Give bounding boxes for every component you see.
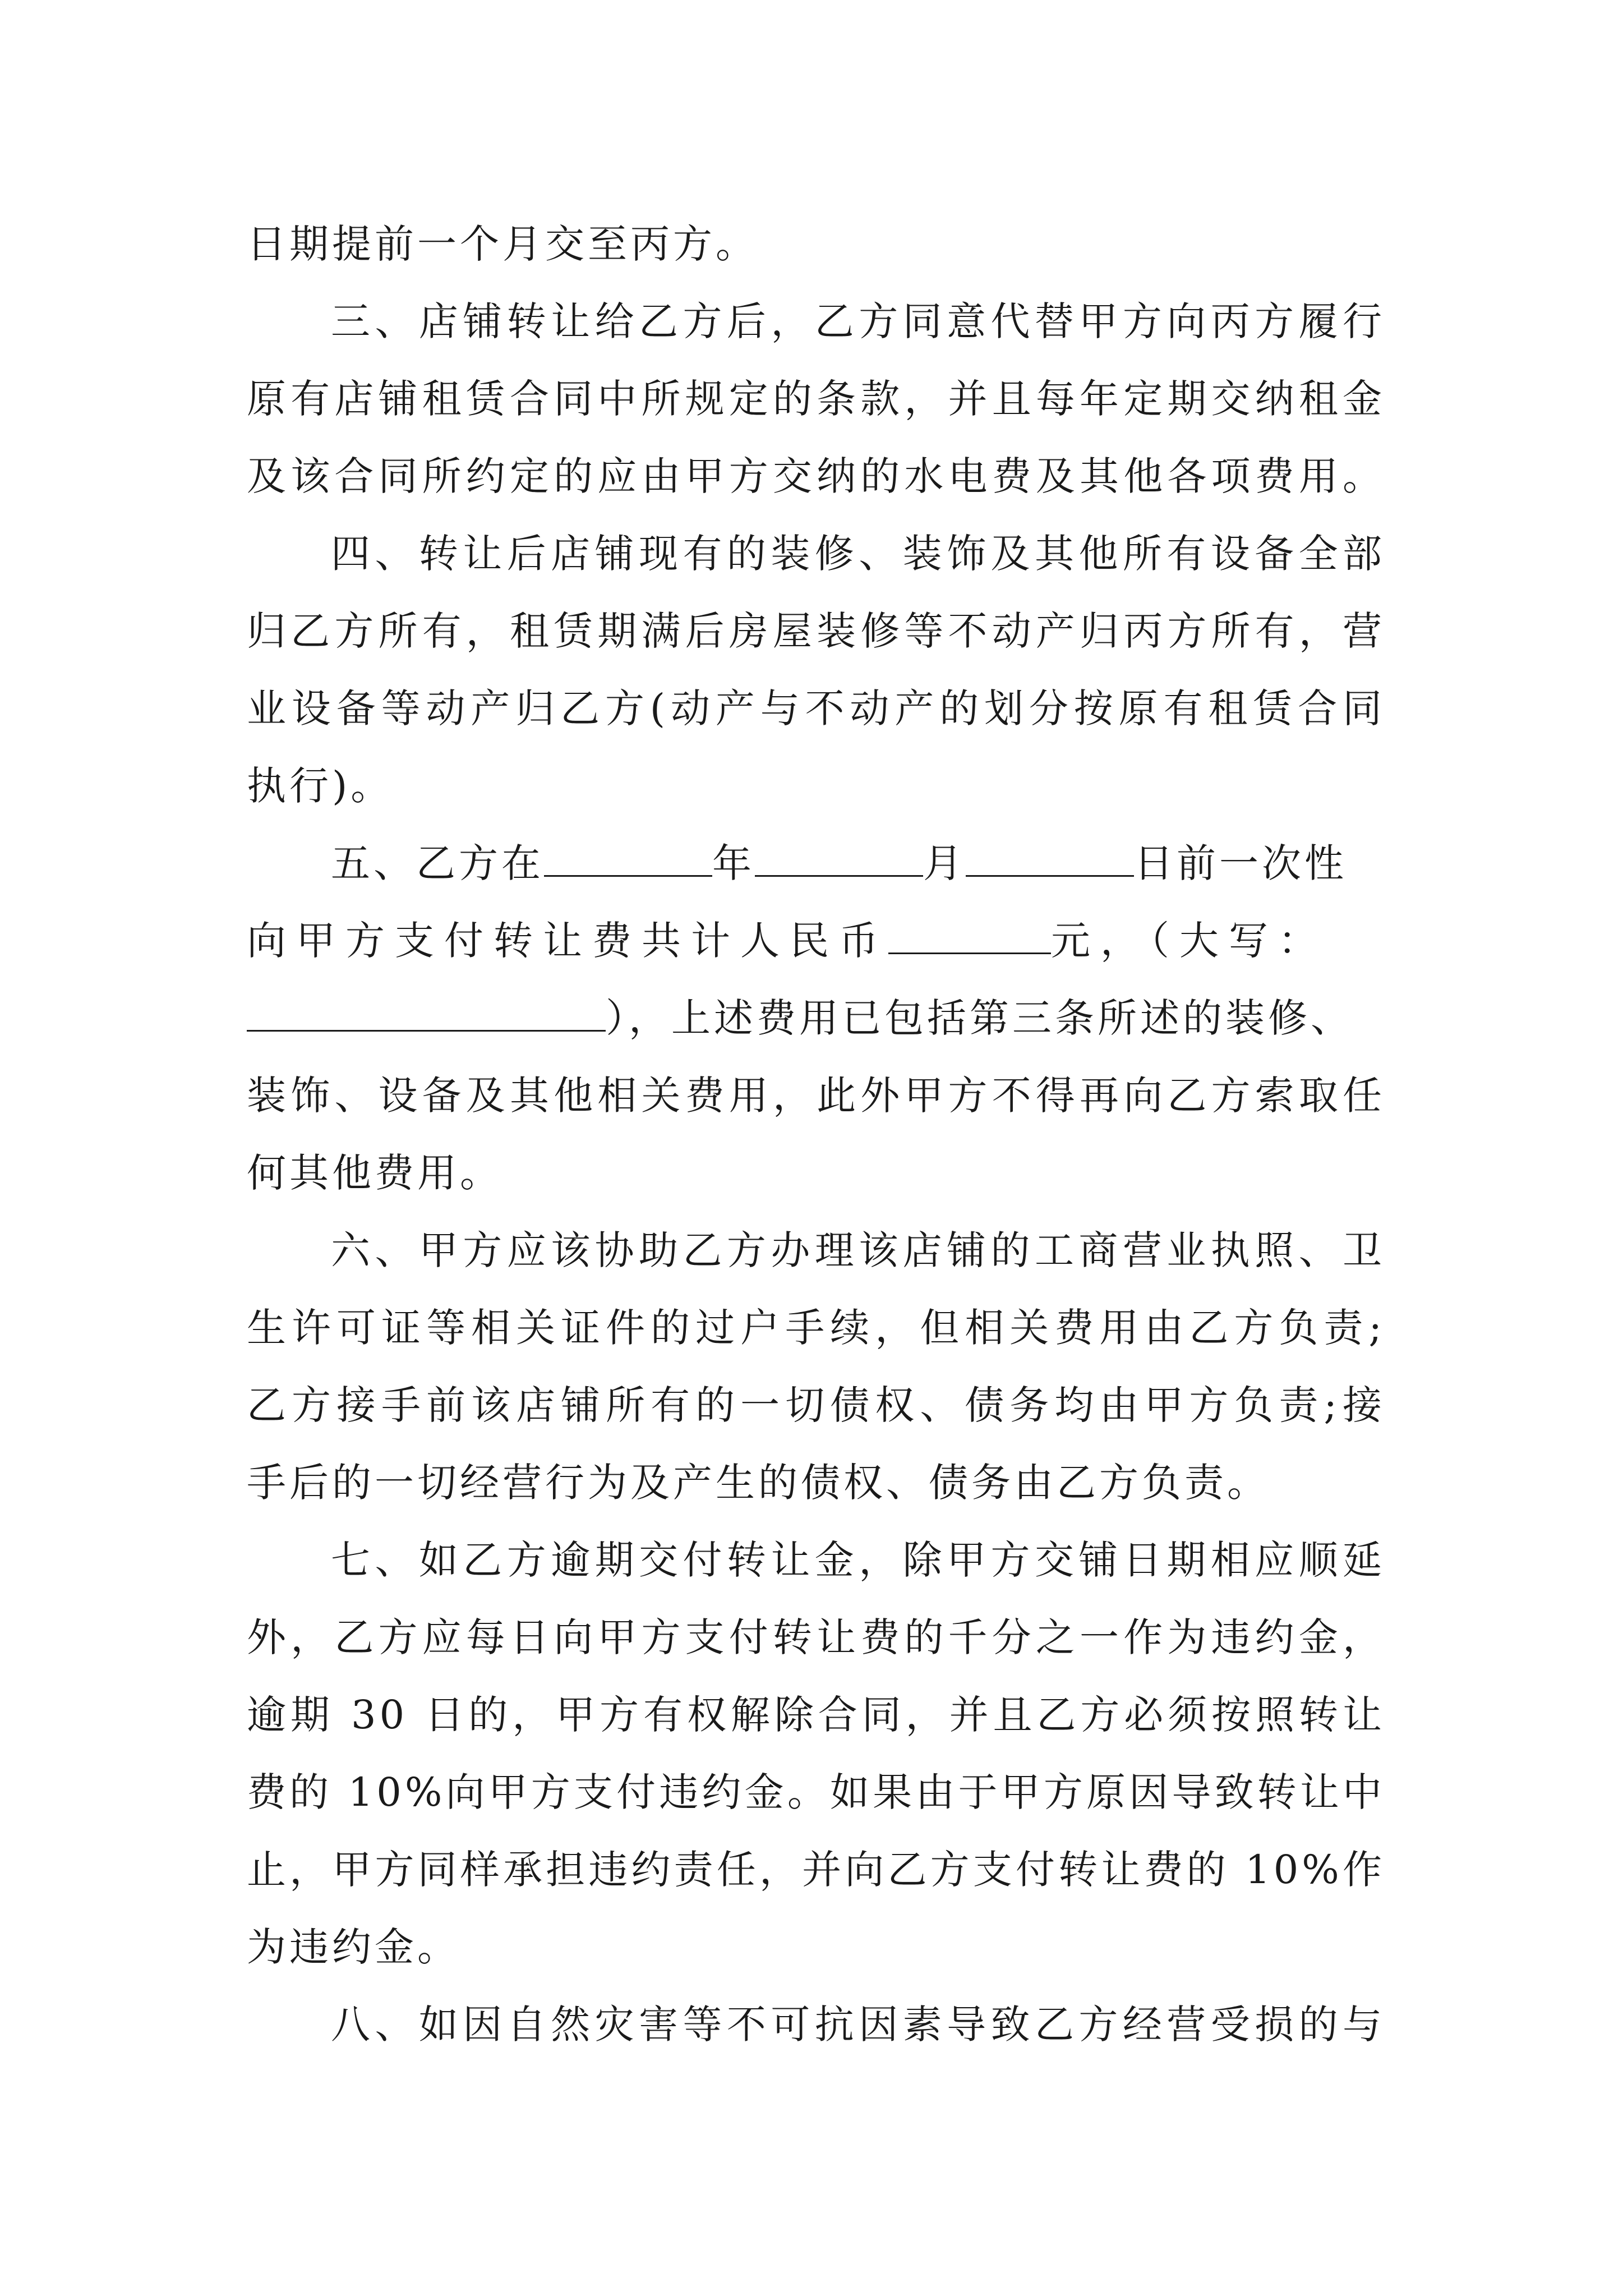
clause-5-line-4: 装饰、设备及其他相关费用，此外甲方不得再向乙方索取任 xyxy=(247,1073,1385,1119)
clause-7-line-3: 逾期 30 日的，甲方有权解除合同，并且乙方必须按照转让 xyxy=(247,1692,1385,1738)
clause-7-line-4: 费的 10%向甲方支付违约金。如果由于甲方原因导致转让中 xyxy=(247,1769,1385,1815)
clause-7-line-1: 七、如乙方逾期交付转让金，除甲方交铺日期相应顺延 xyxy=(331,1537,1385,1583)
clause-5-text-f: 元，（大写： xyxy=(1051,918,1327,964)
clause-4-line-1: 四、转让后店铺现有的装修、装饰及其他所有设备全部 xyxy=(331,531,1385,577)
amount-blank xyxy=(888,918,1051,954)
clause-7-line-5: 止，甲方同样承担违约责任，并向乙方支付转让费的 10%作 xyxy=(247,1847,1385,1893)
clause-6-line-2: 生许可证等相关证件的过户手续，但相关费用由乙方负责; xyxy=(247,1305,1385,1351)
year-blank xyxy=(544,840,712,877)
clause-5-text-b: 年 xyxy=(712,840,755,886)
clause-3-line-2: 原有店铺租赁合同中所规定的条款，并且每年定期交纳租金 xyxy=(247,376,1385,422)
clause-5-line-1 xyxy=(331,830,1385,897)
clause-4-line-4: 执行)。 xyxy=(247,763,394,809)
clause-5-text-d: 日前一次性 xyxy=(1134,840,1347,886)
clause-3-line-1: 三、店铺转让给乙方后，乙方同意代替甲方向丙方履行 xyxy=(331,298,1385,344)
day-blank xyxy=(966,840,1134,877)
clause-6-line-3: 乙方接手前该店铺所有的一切债权、债务均由甲方负责;接 xyxy=(247,1382,1385,1428)
text-line-1: 日期提前一个月交至丙方。 xyxy=(247,221,758,267)
clause-5-text-e: 向甲方支付转让费共计人民币 xyxy=(247,918,888,964)
clause-7-line-2: 外，乙方应每日向甲方支付转让费的千分之一作为违约金， xyxy=(247,1614,1385,1660)
clause-5-line-5: 何其他费用。 xyxy=(247,1150,502,1196)
clause-6-line-1: 六、甲方应该协助乙方办理该店铺的工商营业执照、卫 xyxy=(331,1227,1385,1273)
clause-3-line-3: 及该合同所约定的应由甲方交纳的水电费及其他各项费用。 xyxy=(247,453,1385,499)
amount-in-words-blank xyxy=(247,995,606,1032)
clause-5-line-2 xyxy=(247,907,1385,974)
month-blank xyxy=(755,840,923,877)
clause-5-text-a: 五、乙方在 xyxy=(331,840,544,886)
clause-6-line-4: 手后的一切经营行为及产生的债权、债务由乙方负责。 xyxy=(247,1460,1270,1506)
clause-5-line-3 xyxy=(247,984,1385,1052)
clause-5-text-g: ），上述费用已包括第三条所述的装修、 xyxy=(606,995,1353,1041)
clause-7-line-6: 为违约金。 xyxy=(247,1924,460,1970)
clause-4-line-2: 归乙方所有，租赁期满后房屋装修等不动产归丙方所有，营 xyxy=(247,608,1385,654)
clause-5-text-c: 月 xyxy=(923,840,966,886)
clause-8-line-1: 八、如因自然灾害等不可抗因素导致乙方经营受损的与 xyxy=(331,2001,1385,2047)
clause-4-line-3: 业设备等动产归乙方(动产与不动产的划分按原有租赁合同 xyxy=(247,685,1385,731)
